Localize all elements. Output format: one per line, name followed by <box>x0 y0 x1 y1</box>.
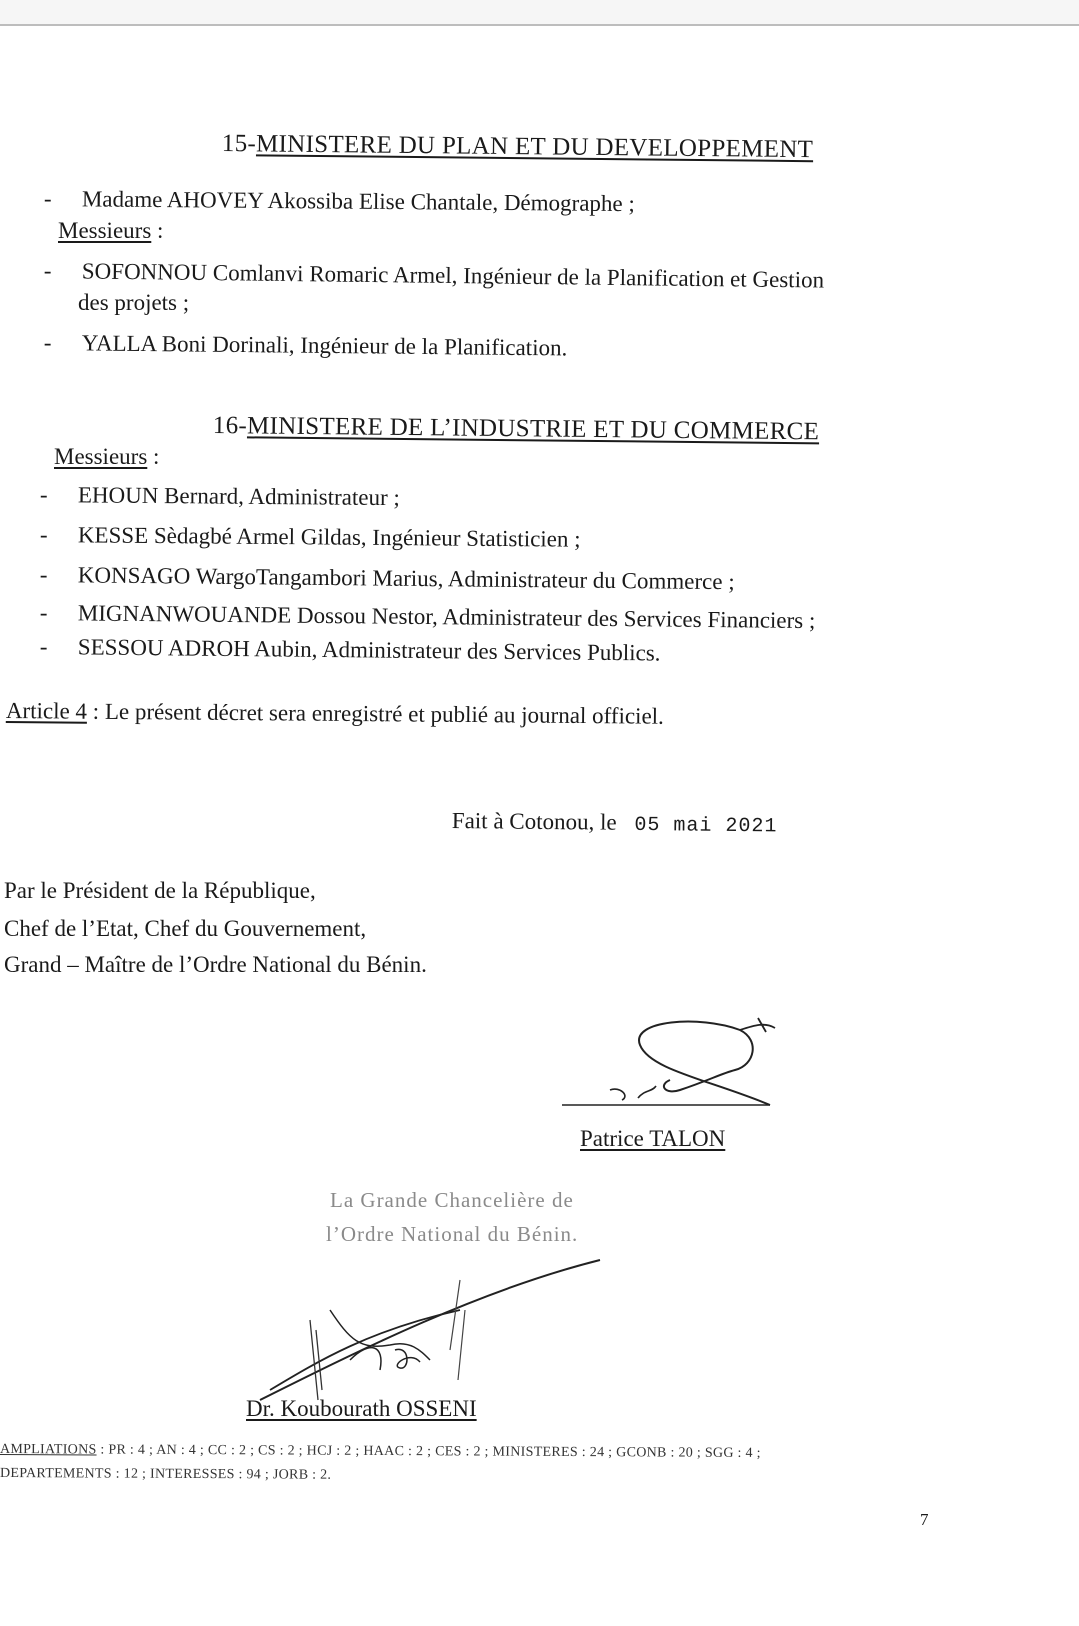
signatory-2-name: Dr. Koubourath OSSENI <box>246 1396 477 1421</box>
section-16-number: 16- <box>212 412 248 440</box>
place-prefix: Fait à Cotonou, le <box>451 808 617 835</box>
section-16-title: MINISTERE DE L’INDUSTRIE ET DU COMMERCE <box>246 412 820 446</box>
president-line-1: Par le Président de la République, <box>4 878 316 903</box>
section-15-title: MINISTERE DU PLAN ET DU DEVELOPPEMENT <box>255 130 814 164</box>
section-15-item-1: - SOFONNOU Comlanvi Romaric Armel, Ingénieur de la Planification et Gestion <box>43 258 825 293</box>
section-16-item-1: - EHOUN Bernard, Administrateur ; <box>39 482 400 511</box>
stamp-line-1: La Grande Chancelière de <box>330 1188 574 1212</box>
section-15-madame-line: - Madame AHOVEY Akossiba Elise Chantale, Démographe ; <box>43 186 635 217</box>
president-line-2: Chef de l’Etat, Chef du Gouvernement, <box>4 916 367 941</box>
section-16-item-3: - KONSAGO WargoTangambori Marius, Administrateur du Commerce ; <box>39 562 735 595</box>
ampliations-line-2: DEPARTEMENTS : 12 ; INTERESSES : 94 ; JORB : 2. <box>0 1466 332 1483</box>
signatory-1-name: Patrice TALON <box>580 1126 726 1151</box>
president-signature <box>560 1010 790 1120</box>
article-4-text: : Le présent décret sera enregistré et publié au journal officiel. <box>86 698 664 729</box>
section-15-item-1-continuation: des projets ; <box>78 290 190 315</box>
section-16-messieurs-line: Messieurs : <box>54 444 160 469</box>
section-16-item-5: - SESSOU ADROH Aubin, Administrateur des Services Publics. <box>39 634 661 666</box>
section-15-number: 15- <box>221 130 257 158</box>
section-16-item-4: - MIGNANWOUANDE Dossou Nestor, Administrateur des Services Financiers ; <box>39 600 816 634</box>
section-16-heading <box>213 412 820 446</box>
section-16-item-2: - KESSE Sèdagbé Armel Gildas, Ingénieur Statisticien ; <box>39 522 581 552</box>
chanceliere-signature <box>260 1250 590 1420</box>
article-4-label: Article 4 <box>5 698 88 724</box>
place-date <box>452 808 778 838</box>
president-line-3: Grand – Maître de l’Ordre National du Bénin. <box>4 952 427 977</box>
ampliations-label: AMPLIATIONS <box>0 1442 97 1458</box>
stamp-line-2: l’Ordre National du Bénin. <box>326 1222 579 1246</box>
scan-top-border <box>0 0 1079 26</box>
ampliations-line-1: AMPLIATIONS : PR : 4 ; AN : 4 ; CC : 2 ; CS : 2 ; HCJ : 2 ; HAAC : 2 ; CES : 2 ; MINISTERES : 24 ; GCONB : 20 ; SGG : 4 ; <box>0 1442 761 1461</box>
decree-date: 05 mai 2021 <box>634 813 778 839</box>
section-16-messieurs-label: Messieurs <box>54 444 148 469</box>
section-15-item-2: - YALLA Boni Dorinali, Ingénieur de la Planification. <box>43 330 568 361</box>
section-15-messieurs-line: Messieurs : <box>58 218 164 243</box>
page-number: 7 <box>920 1510 929 1529</box>
article-4 <box>6 698 664 730</box>
section-15-messieurs-label: Messieurs <box>58 218 152 243</box>
section-15-heading <box>222 130 814 164</box>
section-15-madame: Madame AHOVEY Akossiba Elise Chantale, Démographe ; <box>81 186 635 217</box>
